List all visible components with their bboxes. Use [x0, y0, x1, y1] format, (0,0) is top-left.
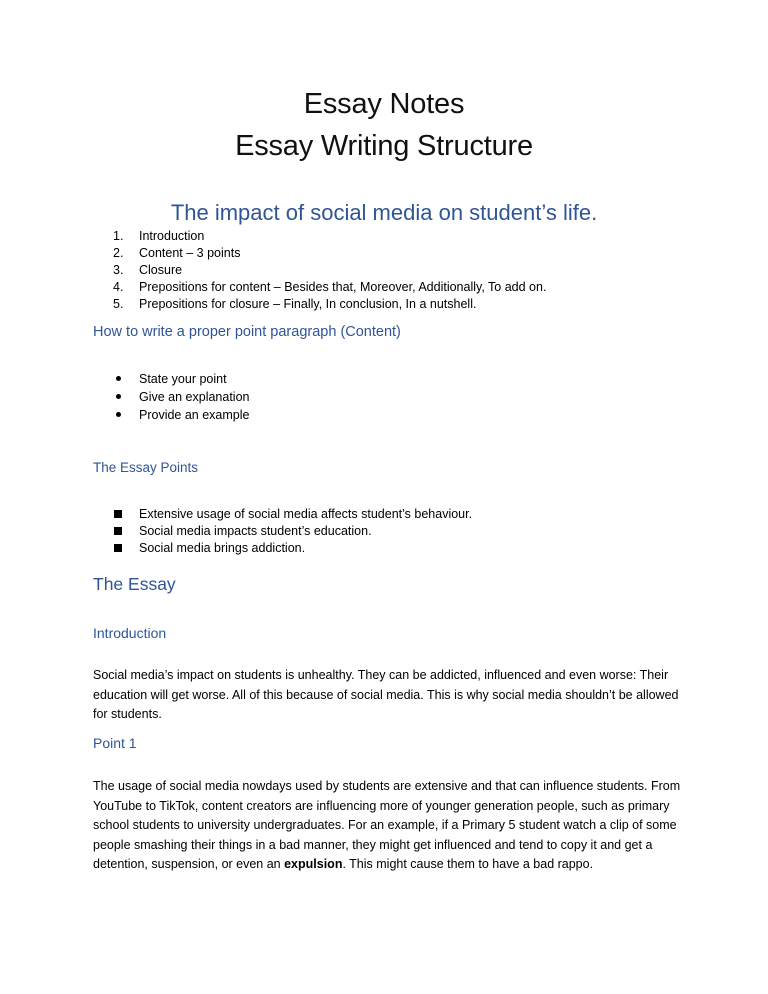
- list-item-text: Provide an example: [139, 408, 250, 422]
- list-item: [113, 523, 472, 540]
- document-subtitle-structure: Essay Writing Structure: [235, 130, 533, 162]
- bullet-dot-icon: [116, 412, 121, 417]
- structure-list: [113, 228, 546, 313]
- introduction-heading: Introduction: [93, 625, 167, 641]
- list-item-text: State your point: [139, 372, 227, 386]
- list-item-text: Social media brings addiction.: [139, 541, 306, 555]
- point1-paragraph: [93, 777, 683, 875]
- howto-list: [113, 370, 250, 424]
- list-item: [113, 296, 546, 313]
- bullet-dot-icon: [116, 394, 121, 399]
- list-item-text: Introduction: [139, 229, 205, 243]
- list-item-text: Social media impacts student’s education.: [139, 524, 372, 538]
- list-item: [113, 228, 546, 245]
- list-number: 1.: [113, 229, 124, 243]
- essay-points-heading: The Essay Points: [93, 460, 199, 475]
- list-item: [113, 279, 546, 296]
- essay-heading: The Essay: [93, 574, 176, 594]
- point1-text-end: . This might cause them to have a bad rappo.: [342, 857, 594, 871]
- bullet-square-icon: [114, 544, 122, 552]
- list-number: 3.: [113, 263, 124, 277]
- list-item: [113, 406, 250, 424]
- bullet-dot-icon: [116, 376, 121, 381]
- list-number: 5.: [113, 297, 124, 311]
- list-item: [113, 370, 250, 388]
- essay-points-list: [113, 506, 472, 557]
- list-item: [113, 245, 546, 262]
- point1-bold-term: expulsion: [284, 857, 343, 871]
- introduction-paragraph: Social media’s impact on students is unhealthy. They can be addicted, influenced and even worse: Their education will get worse. All of this because of social media. This is why social media shouldn’t be allowed for students.: [93, 668, 679, 721]
- list-item: [113, 506, 472, 523]
- document-title: Essay Notes: [303, 88, 465, 120]
- essay-topic-heading: The impact of social media on student’s life.: [170, 200, 598, 225]
- list-number: 2.: [113, 246, 124, 260]
- list-item: [113, 388, 250, 406]
- bullet-square-icon: [114, 510, 122, 518]
- list-item-text: Prepositions for content – Besides that, Moreover, Additionally, To add on.: [139, 280, 547, 294]
- list-item-text: Give an explanation: [139, 390, 250, 404]
- list-item-text: Content – 3 points: [139, 246, 241, 260]
- list-item: [113, 540, 472, 557]
- list-item-text: Closure: [139, 263, 183, 277]
- howto-heading: How to write a proper point paragraph (Content): [93, 324, 401, 340]
- point1-heading: Point 1: [93, 735, 137, 751]
- list-item: [113, 262, 546, 279]
- list-item-text: Prepositions for closure – Finally, In conclusion, In a nutshell.: [139, 297, 477, 311]
- list-item-text: Extensive usage of social media affects student’s behaviour.: [139, 507, 473, 521]
- list-number: 4.: [113, 280, 124, 294]
- point1-text-start: The usage of social media nowdays used by students are extensive and that can influence students. From YouTube to TikTok, content creators are influencing more of younger generation people, such as primary school students to university undergraduates. For an example, if a Primary 5 student watch a clip of some people smashing their things in a bad manner, they might get influenced and tend to copy it and get a detention, suspension, or even an: [93, 779, 681, 871]
- bullet-square-icon: [114, 527, 122, 535]
